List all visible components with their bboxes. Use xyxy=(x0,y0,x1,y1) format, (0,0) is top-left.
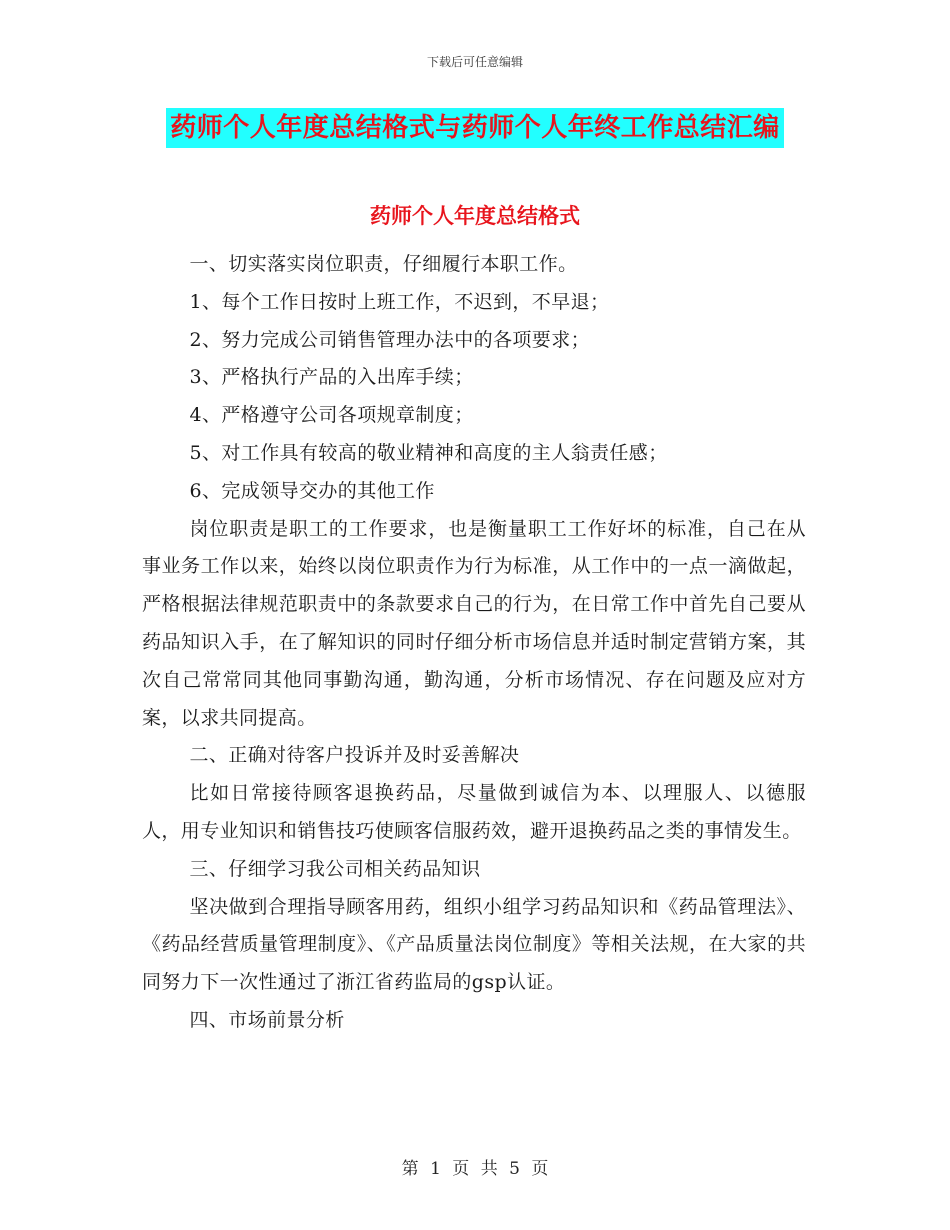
paragraph: 坚决做到合理指导顾客用药，组织小组学习药品知识和《药品管理法》、《药品经营质量管理制度》、《产品质量法岗位制度》等相关法规，在大家的共同努力下一次性通过了浙江省药监局的gsp认证。 xyxy=(142,895,806,994)
paragraph: 6、完成领导交办的其他工作 xyxy=(189,479,435,502)
paragraph: 二、正确对待客户投诉并及时妥善解决 xyxy=(189,744,520,767)
paragraph: 4、严格遵守公司各项规章制度； xyxy=(189,404,474,427)
paragraph: 2、努力完成公司销售管理办法中的各项要求； xyxy=(189,328,590,351)
paragraph: 1、每个工作日按时上班工作，不迟到，不早退； xyxy=(189,290,610,313)
paragraph: 比如日常接待顾客退换药品，尽量做到诚信为本、以理服人、以德服人，用专业知识和销售技巧使顾客信服药效，避开退换药品之类的事情发生。 xyxy=(142,782,806,842)
paragraph: 5、对工作具有较高的敬业精神和高度的主人翁责任感； xyxy=(189,441,668,464)
paragraph: 一、切实落实岗位职责，仔细履行本职工作。 xyxy=(189,253,578,275)
paragraph: 3、严格执行产品的入出库手续； xyxy=(189,366,474,389)
document-body xyxy=(142,246,806,1040)
page-header-note: 下载后可任意编辑 xyxy=(426,55,523,69)
main-title: 药师个人年度总结格式与药师个人年终工作总结汇编 xyxy=(166,108,784,148)
paragraph: 岗位职责是职工的工作要求，也是衡量职工工作好坏的标准，自己在从事业务工作以来，始终以岗位职责作为行为标准，从工作中的一点一滴做起，严格根据法律规范职责中的条款要求自己的行为，在日常工作中首先自己要从药品知识入手，在了解知识的同时仔细分析市场信息并适时制定营销方案，其次自己常常同其他同事勤沟通，勤沟通，分析市场情况、存在问题及应对方案，以求共同提高。 xyxy=(142,517,806,729)
paragraph: 四、市场前景分析 xyxy=(189,1008,345,1031)
main-title-container xyxy=(0,108,950,148)
section-title: 药师个人年度总结格式 xyxy=(370,204,580,228)
page-number: 第 1 页 共 5 页 xyxy=(401,1159,549,1179)
paragraph: 三、仔细学习我公司相关药品知识 xyxy=(189,857,481,880)
